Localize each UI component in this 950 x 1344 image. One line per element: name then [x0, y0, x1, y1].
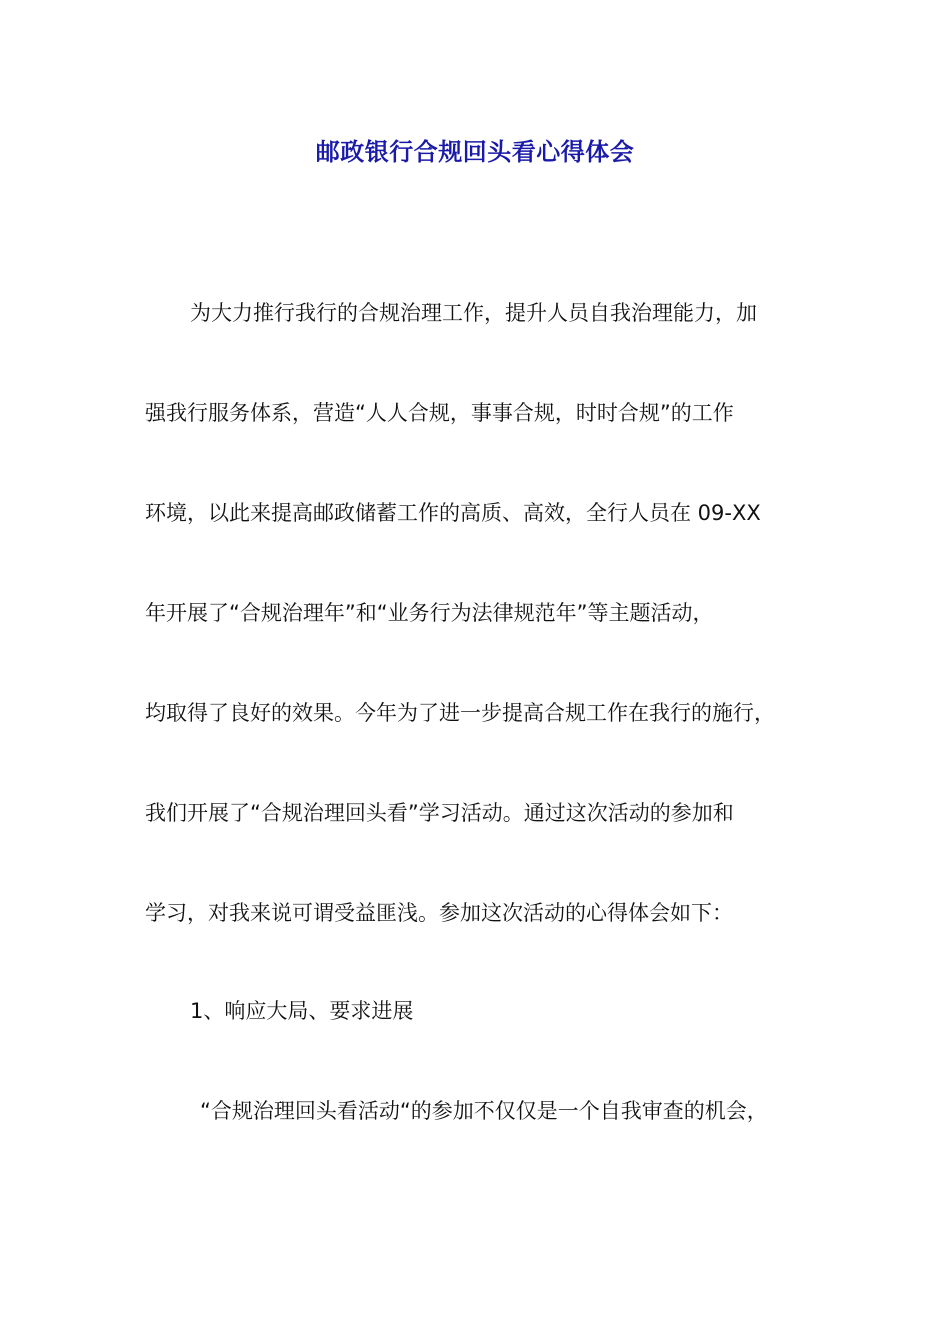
paragraph-line: 我们开展了“合规治理回头看”学习活动。通过这次活动的参加和: [145, 801, 734, 825]
paragraph-line: “合规治理回头看活动“的参加不仅仅是一个自我审查的机会，: [200, 1099, 768, 1123]
paragraph-line: 年开展了“合规治理年”和“业务行为法律规范年”等主题活动，: [145, 601, 714, 625]
document-title: 邮政银行合规回头看心得体会: [315, 138, 635, 166]
section-heading: 1、响应大局、要求进展: [190, 999, 414, 1023]
paragraph-line: 环境，以此来提高邮政储蓄工作的高质、高效，全行人员在 09-XX: [145, 501, 761, 525]
paragraph-line: 均取得了良好的效果。今年为了进一步提高合规工作在我行的施行，: [145, 701, 775, 725]
paragraph-line: 学习，对我来说可谓受益匪浅。参加这次活动的心得体会如下：: [145, 901, 733, 925]
paragraph-line: 为大力推行我行的合规治理工作，提升人员自我治理能力，加: [190, 301, 757, 325]
paragraph-line: 强我行服务体系，营造“人人合规，事事合规，时时合规”的工作: [145, 401, 734, 425]
